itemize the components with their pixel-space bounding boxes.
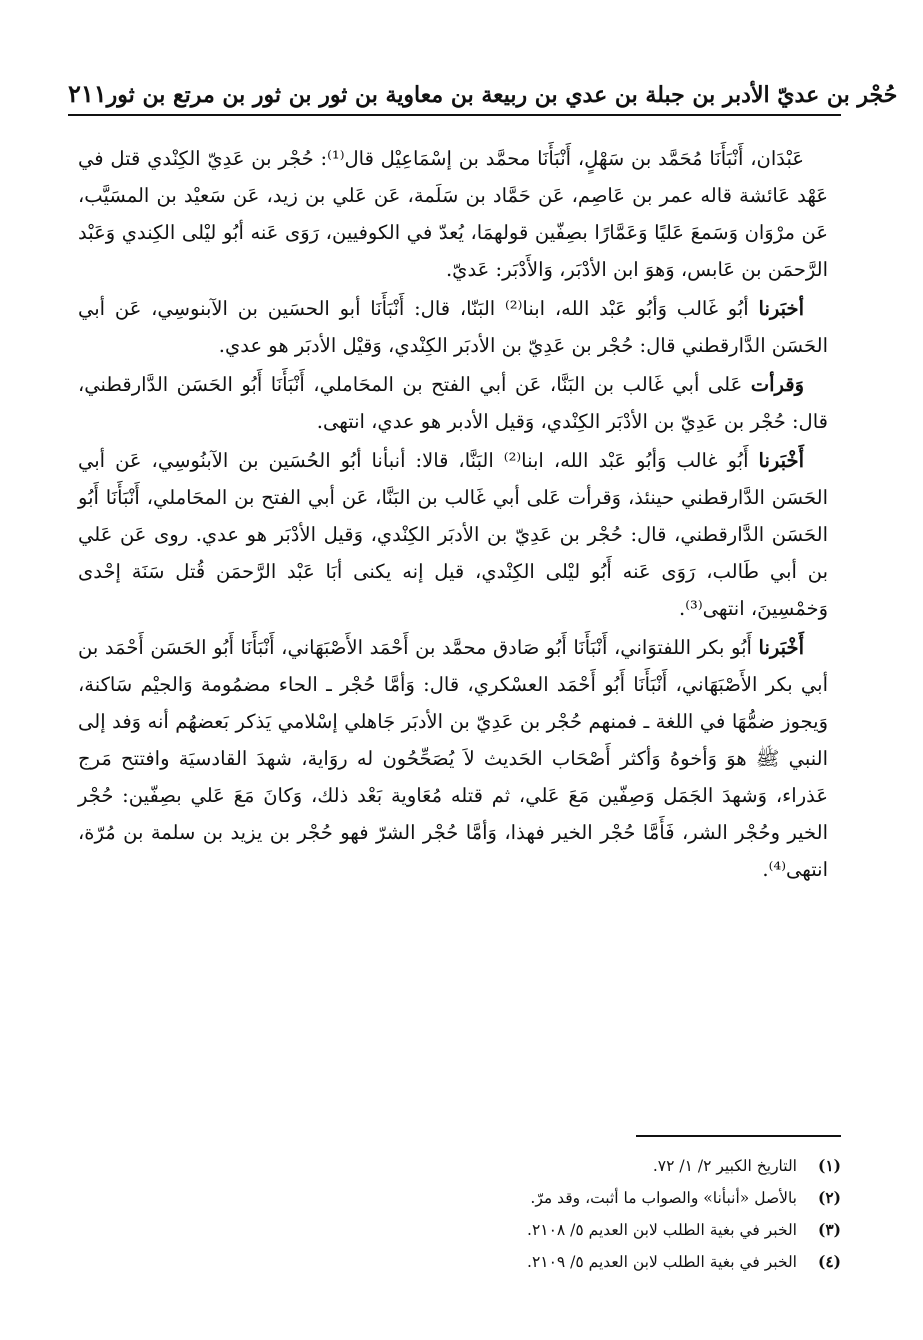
paragraph bbox=[78, 366, 828, 440]
footnote-text: الخبر في بغية الطلب لابن العديم ٥/ ٢١٠٩. bbox=[527, 1253, 797, 1271]
paragraph-lead: أَخْبَرنا bbox=[758, 449, 804, 472]
footnote bbox=[78, 1150, 841, 1182]
footnote bbox=[78, 1246, 841, 1278]
paragraph-lead: وَقرأت bbox=[750, 373, 804, 396]
paragraph bbox=[78, 442, 828, 627]
paragraph bbox=[78, 140, 828, 288]
paragraph-text: عَلى أبي غَالب بن البَنَّا، عَن أبي الفتح بن المحَاملي، أَنْبَأَنَا أَبُو الحَسَن الدَّارقطني، قال: حُجْر بن عَدِيّ بن الأدْبَر الكِنْدي، وَقيل الأدبر هو عدي، انتهى. bbox=[78, 373, 828, 433]
paragraph bbox=[78, 290, 828, 364]
footnote-number: (٣) bbox=[817, 1220, 841, 1239]
page-number: ٢١١ bbox=[68, 79, 107, 108]
paragraph-text: عَبْدَان، أَنْبَأَنَا مُحَمَّد بن سَهْلٍ، أَنْبَأَنَا محمَّد بن إسْمَاعِيْل قال⁽¹⁾: حُجْر بن عَدِيّ الكِنْدي قتل في عَهْد عَائشة قاله عمر بن عَاصِم، عَن حَمَّاد بن سَلَمة، عَن عَلي بن زيد، عَن سَعيْد بن المسَيَّب، عَن مرْوَان وَسَمعَ عَليًا وَعَمَّارًا بصِفّين قولهمَا، يُعدّ في الكوفيين، رَوَى عَنه أبُو ليْلى الكِندي وَعَبْد الرَّحمَن بن عَابس، وَهوَ ابن الأدْبَر، وَالأَدْبَر: عَديّ. bbox=[78, 147, 828, 281]
footnote-text: الخبر في بغية الطلب لابن العديم ٥/ ٢١٠٨. bbox=[527, 1221, 797, 1239]
main-text bbox=[78, 140, 828, 888]
footnote-text: بالأصل «أنبأنا» والصواب ما أثبت، وقد مرّ. bbox=[530, 1189, 797, 1207]
running-title: حُجْر بن عديّ الأدبر بن جبلة بن عدي بن ربيعة بن معاوية بن ثور بن ثور بن مرتع بن ثور bbox=[106, 82, 898, 108]
footnote-separator bbox=[636, 1135, 841, 1137]
footnote-text: التاريخ الكبير ٢/ ١/ ٧٢. bbox=[652, 1157, 797, 1175]
paragraph-lead: أخبَرنا bbox=[758, 297, 804, 320]
paragraph-text: أبُو غَالب وَأبُو عَبْد الله، ابنا⁽²⁾ البَنّا، قال: أَنْبَأَنَا أبو الحسَين بن الآبنوسِي، عَن أبي الحَسَن الدَّارقطني قال: حُجْر بن عَدِيّ بن الأدبَر الكِنْدي، وَقيْل الأدبَر هو عدي. bbox=[78, 297, 828, 357]
footnote bbox=[78, 1182, 841, 1214]
paragraph bbox=[78, 629, 828, 888]
footnotes bbox=[78, 1150, 841, 1278]
page-header bbox=[68, 70, 898, 116]
footnote-number: (٢) bbox=[817, 1188, 841, 1207]
paragraph-text: أَبُو بكر اللفتوَاني، أَنْبَأَنَا أَبُو صَادق محمَّد بن أَحْمَد الأَصْبَهَاني، أَنْبَأَنَا أَبُو الحَسَن أَحْمَد بن أبي بكر الأَصْبَهَاني، أَنْبَأَنَا أَبُو أَحْمَد العسْكري، قال: وَأمَّا حُجْر ـ الحاء مضمُومة وَالجيْم سَاكنة، وَيجوز ضمُّهَا في اللغة ـ فمنهم حُجْر بن عَدِيّ بن الأدبَر جَاهلي إسْلامي يَذكر بَعضهُم أنه وَفد إلى النبي ﷺ هوَ وَأخوهُ وَأكثر أَصْحَاب الحَديث لاَ يُصَحِّحُون له روَاية، شهدَ القادسيَة وافتتح مَرج عَذراء، وَشهدَ الجَمَل وَصِفّين مَعَ عَلي، ثم قتله مُعَاوية بَعْد ذلك، وَكانَ مَعَ عَلي بصِفّين: حُجْر الخير وحُجْر الشر، فَأَمَّا حُجْر الخير فهذا، وَأمَّا حُجْر الشرّ فهو حُجْر بن يزيد بن سلمة بن مُرّة، انتهى⁽⁴⁾. bbox=[78, 636, 828, 881]
footnote bbox=[78, 1214, 841, 1246]
footnote-number: (٤) bbox=[817, 1252, 841, 1271]
paragraph-lead: أَخْبَرنا bbox=[758, 636, 805, 659]
paragraph-text: أَبُو غالب وَأبُو عَبْد الله، ابنا⁽²⁾ البَنَّا، قالا: أنبأنا أبُو الحُسَين بن الآبنُوسِي، عَن أبي الحَسَن الدَّارقطني حينئذ، وَقرأت عَلى أبي غَالب بن البَنَّا، عَن أبي الفتح بن المحَاملي، أَنْبَأَنَا أَبُو الحَسَن الدَّارقطني، قال: حُجْر بن عَدِيّ بن الأدبَر الكِنْدي، وَقيل الأدْبَر هو عدي. روى عَن عَلي بن أبي طَالب، رَوَى عَنه أَبُو ليْلى الكِنْدي، قيل إنه يكنى أبَا عَبْد الرَّحمَن قُتل سَنَة إحْدى وَخمْسِينَ، انتهى⁽³⁾. bbox=[78, 449, 828, 620]
footnote-number: (١) bbox=[817, 1156, 841, 1175]
